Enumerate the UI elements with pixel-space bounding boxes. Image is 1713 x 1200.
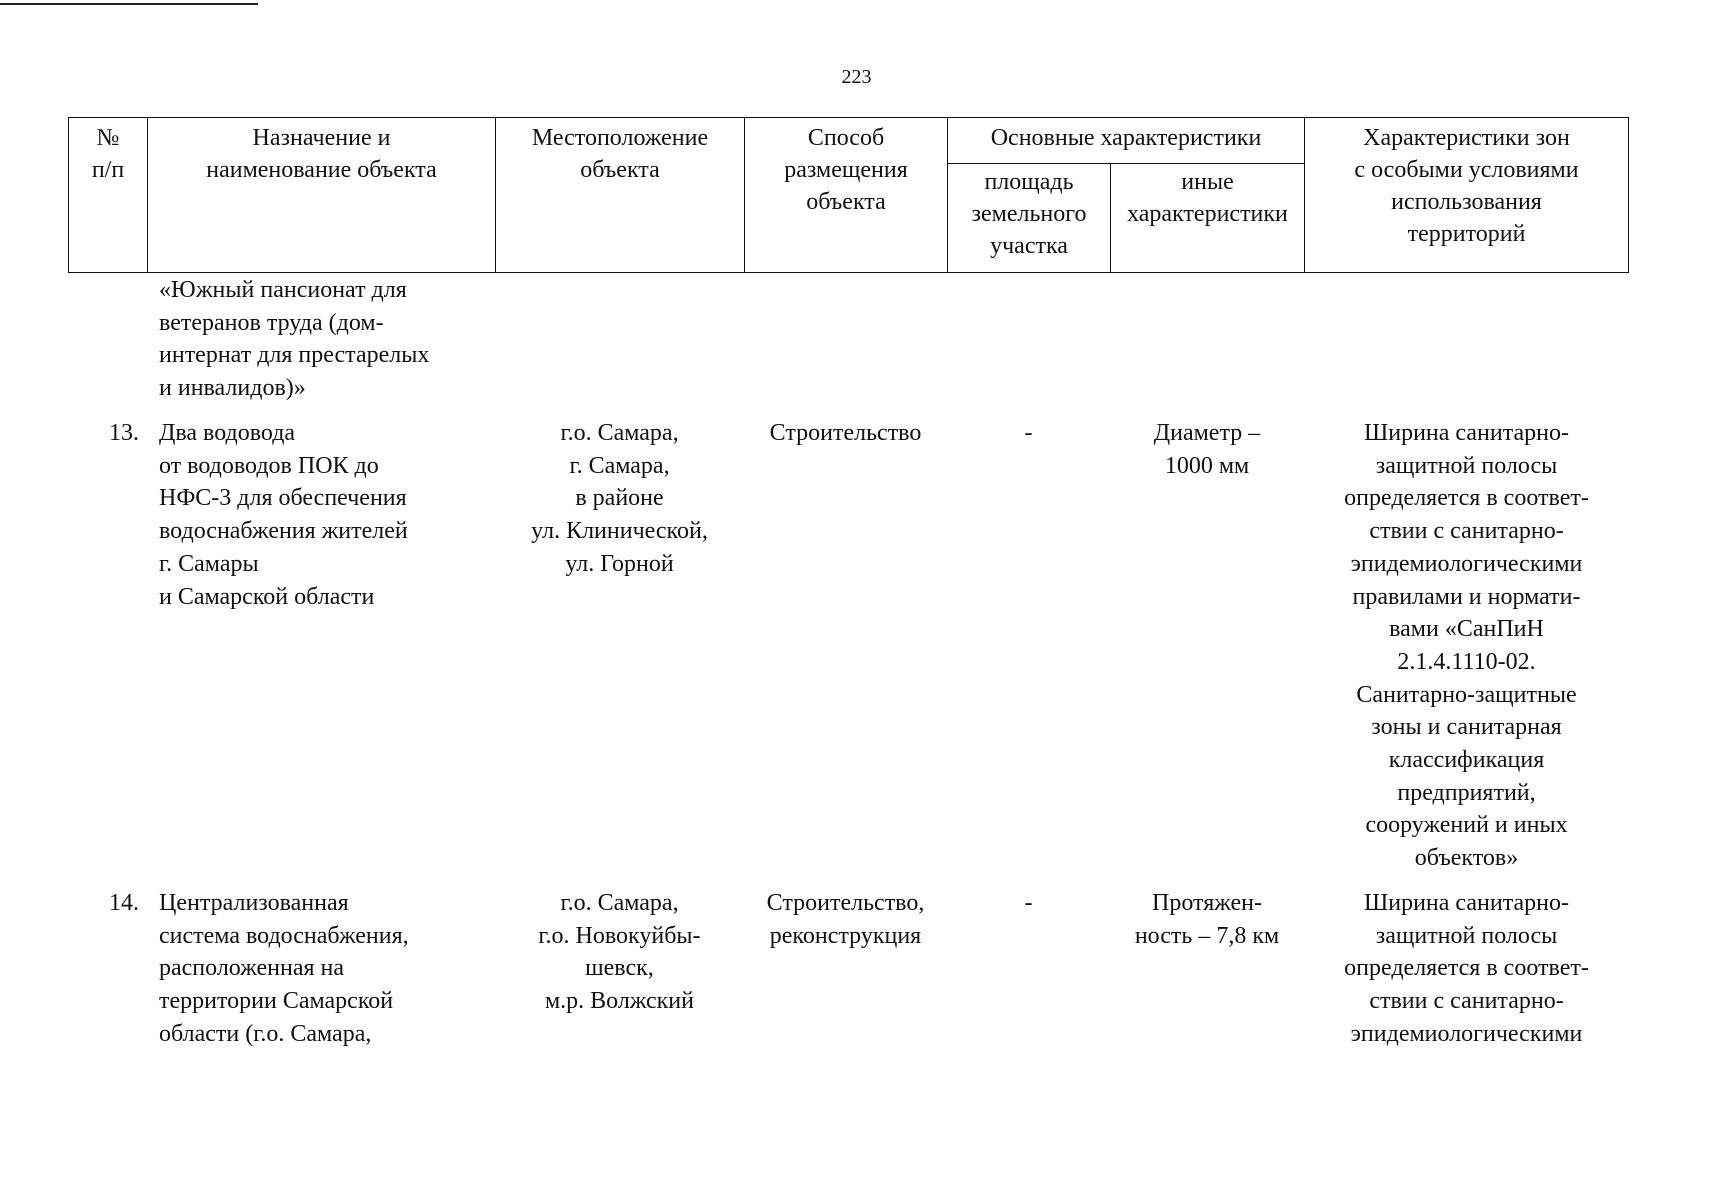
- cell-zones: Ширина санитарно- защитной полосы определяется в соответ- ствии с санитарно- эпидемиологическими правилами и нормати- вами «СанПиН 2.1.4.1110-02. Санитарно-защитные зоны и санитарная классификация предприятий, сооружений и иных объектов»: [1344, 420, 1589, 872]
- header-other: иные характеристики: [1111, 164, 1305, 272]
- cell-location: г.о. Самара, г. Самара, в районе ул. Клинической, ул. Горной: [531, 420, 708, 577]
- header-name: Назначение и наименование объекта: [148, 118, 496, 272]
- cell-method: Строительство, реконструкция: [766, 890, 925, 949]
- table-body: [68, 274, 1629, 1087]
- cell-name: Централизованная система водоснабжения, расположенная на территории Самарской области (г.о. Самара,: [159, 890, 409, 1047]
- cell-area: -: [1024, 890, 1033, 916]
- header-zones: Характеристики зон с особыми условиями использования территорий: [1354, 125, 1579, 247]
- cell-other: Диаметр – 1000 мм: [1153, 420, 1261, 479]
- table-row: [68, 417, 1629, 887]
- cell-area: -: [1024, 420, 1033, 446]
- cell-name: Два водовода от водоводов ПОК до НФС-3 для обеспечения водоснабжения жителей г. Самары и Самарской области: [159, 420, 408, 610]
- cell-name: «Южный пансионат для ветеранов труда (дом- интернат для престарелых и инвалидов)»: [159, 277, 430, 402]
- cell-zones: Ширина санитарно- защитной полосы определяется в соответ- ствии с санитарно- эпидемиологическими: [1344, 890, 1589, 1047]
- scan-edge-mark: [0, 3, 258, 5]
- header-area: площадь земельного участка: [948, 164, 1111, 272]
- cell-num: 14.: [109, 890, 139, 916]
- table-row: [68, 887, 1629, 1087]
- header-num: № п/п: [69, 118, 148, 272]
- header-main-characteristics: Основные характеристики: [948, 118, 1305, 164]
- table-header: [68, 117, 1629, 273]
- header-method: Способ размещения объекта: [745, 118, 948, 272]
- cell-num: 13.: [109, 420, 139, 446]
- cell-num: [68, 274, 147, 417]
- header-location: Местоположение объекта: [496, 118, 745, 272]
- table-row-continuation: [68, 274, 1629, 417]
- cell-other: Протяжен- ность – 7,8 км: [1134, 890, 1280, 949]
- cell-location: г.о. Самара, г.о. Новокуйбы- шевск, м.р. Волжский: [538, 890, 701, 1015]
- page-number: 223: [841, 66, 872, 88]
- cell-method: Строительство: [769, 420, 922, 446]
